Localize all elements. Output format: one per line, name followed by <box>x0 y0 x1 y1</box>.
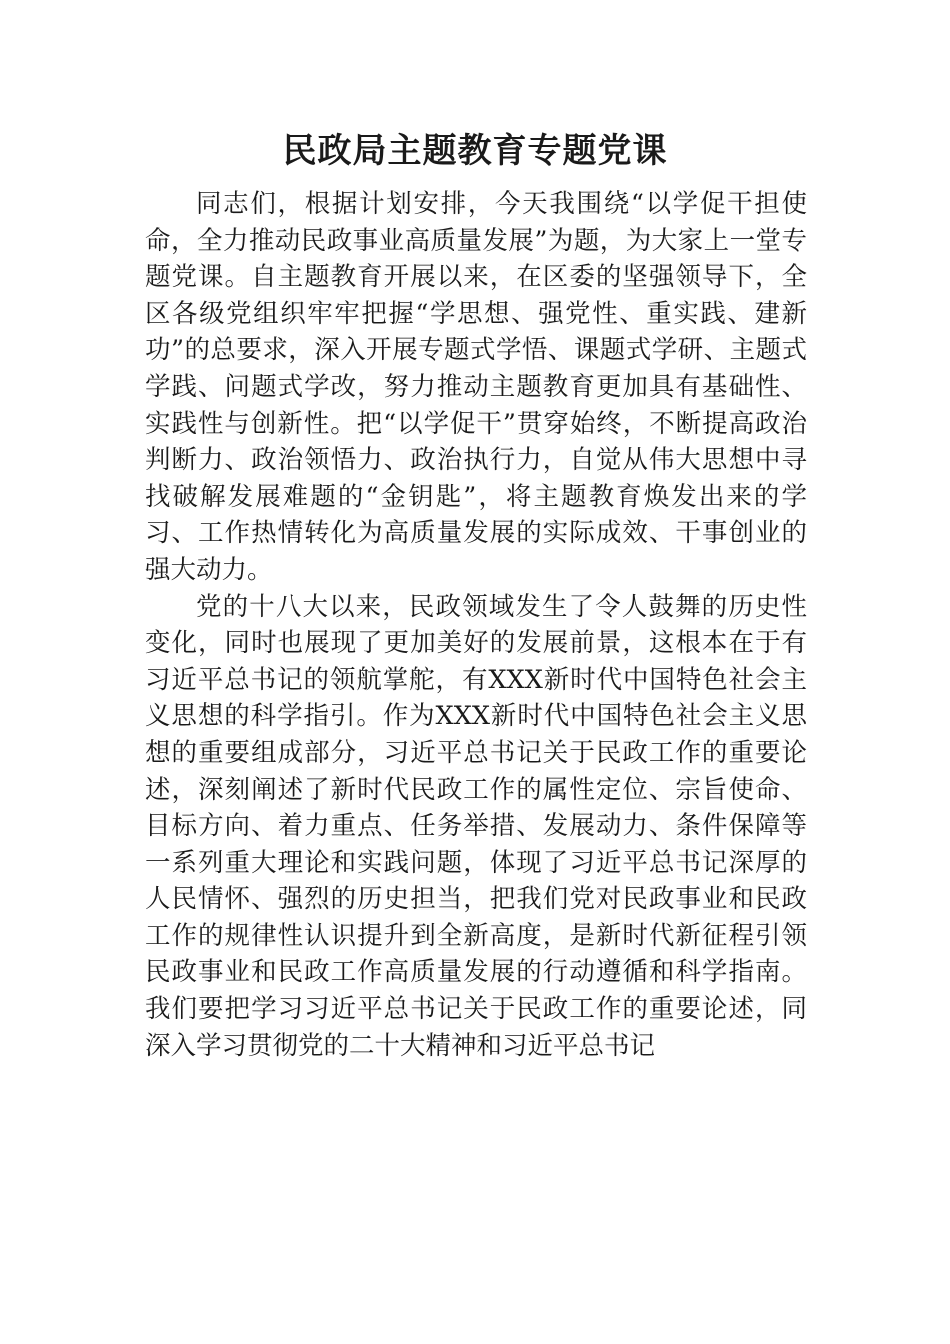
paragraph-1: 同志们，根据计划安排，今天我围绕“以学促干担使命，全力推动民政事业高质量发展”为题，为大家上一堂专题党课。自主题教育开展以来，在区委的坚强领导下，全区各级党组织牢牢把握“学思想、强党性、重实践、建新功”的总要求，深入开展专题式学悟、课题式学研、主题式学践、问题式学改，努力推动主题教育更加具有基础性、实践性与创新性。把“以学促干”贯穿始终，不断提高政治判断力、政治领悟力、政治执行力，自觉从伟大思想中寻找破解发展难题的“金钥匙”，将主题教育焕发出来的学习、工作热情转化为高质量发展的实际成效、干事创业的强大动力。 <box>145 189 807 585</box>
paragraph-2: 党的十八大以来，民政领域发生了令人鼓舞的历史性变化，同时也展现了更加美好的发展前景，这根本在于有习近平总书记的领航掌舵，有XXX新时代中国特色社会主义思想的科学指引。作为XXX新时代中国特色社会主义思想的重要组成部分，习近平总书记关于民政工作的重要论述，深刻阐述了新时代民政工作的属性定位、宗旨使命、目标方向、着力重点、任务举措、发展动力、条件保障等一系列重大理论和实践问题，体现了习近平总书记深厚的人民情怀、强烈的历史担当，把我们党对民政事业和民政工作的规律性认识提升到全新高度，是新时代新征程引领民政事业和民政工作高质量发展的行动遵循和科学指南。我们要把学习习近平总书记关于民政工作的重要论述，同深入学习贯彻党的二十大精神和习近平总书记 <box>145 591 807 1061</box>
document-body <box>145 186 807 1064</box>
document-title: 民政局主题教育专题党课 <box>282 131 668 171</box>
